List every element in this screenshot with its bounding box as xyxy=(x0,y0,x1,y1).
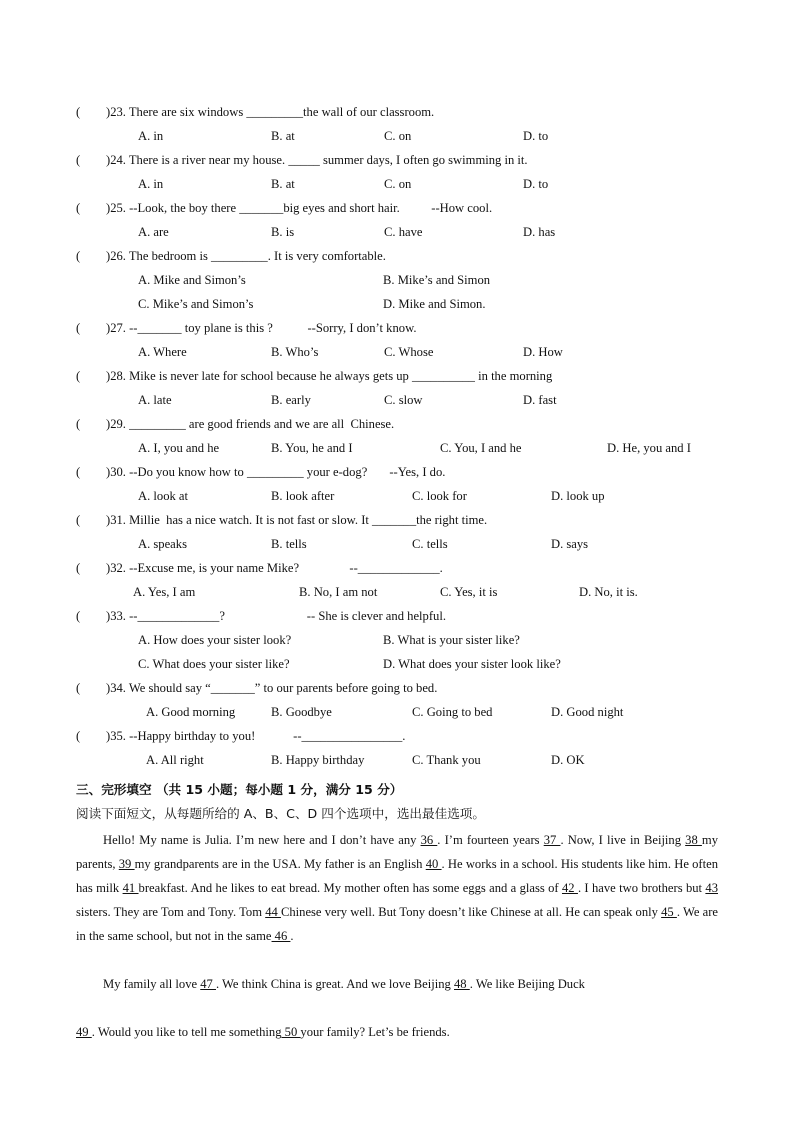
answer-paren: ( xyxy=(76,201,81,215)
passage-text: . We like Beijing Duck xyxy=(469,977,585,991)
answer-option: C. You, I and he xyxy=(440,441,522,455)
answer-option: A. are xyxy=(138,225,169,239)
answer-paren: ( xyxy=(76,417,81,431)
blank-number: 45 xyxy=(661,905,677,919)
question-stem: )35. --Happy birthday to you! --________________. xyxy=(106,729,406,743)
question-stem: )34. We should say “_______” to our parents before going to bed. xyxy=(106,681,438,695)
answer-option: D. fast xyxy=(523,393,557,407)
passage-text: . I have two brothers but xyxy=(577,881,706,895)
question-stem: )24. There is a river near my house. _____ summer days, I often go swimming in it. xyxy=(106,153,528,167)
answer-option: C. on xyxy=(384,129,412,143)
answer-option: D. What does your sister look like? xyxy=(383,657,561,671)
answer-option: B. is xyxy=(271,225,295,239)
answer-option: D. How xyxy=(523,345,563,359)
answer-option: C. on xyxy=(384,177,412,191)
answer-option: B. look after xyxy=(271,489,335,503)
answer-option: D. has xyxy=(523,225,556,239)
passage-text: . Would you like to tell me something xyxy=(91,1025,282,1039)
question-stem: )29. _________ are good friends and we are all Chinese. xyxy=(106,417,395,431)
blank-number: 37 xyxy=(543,833,561,847)
answer-paren: ( xyxy=(76,609,81,623)
answer-paren: ( xyxy=(76,513,81,527)
answer-paren: ( xyxy=(76,321,81,335)
question-stem: )28. Mike is never late for school because he always gets up __________ in the morning xyxy=(106,369,553,383)
question-stem: )32. --Excuse me, is your name Mike? --_____________. xyxy=(106,561,443,575)
passage-text: . xyxy=(290,929,294,943)
question-stem: )23. There are six windows _________the wall of our classroom. xyxy=(106,105,435,119)
blank-number: 41 xyxy=(122,881,139,895)
question-stem: )25. --Look, the boy there _______big eyes and short hair. --How cool. xyxy=(106,201,493,215)
passage-text: breakfast. And he likes to eat bread. My mother often has some eggs and a glass of xyxy=(138,881,562,895)
passage-text: . We think China is great. And we love Beijing xyxy=(215,977,454,991)
answer-option: B. at xyxy=(271,177,295,191)
answer-option: D. OK xyxy=(551,753,585,767)
answer-option: B. You, he and I xyxy=(271,441,353,455)
blank-number: 47 xyxy=(200,977,216,991)
answer-option: C. What does your sister like? xyxy=(138,657,290,671)
answer-option: A. speaks xyxy=(138,537,187,551)
passage-text: . We are in the same school, but not in the same xyxy=(76,905,718,943)
answer-paren: ( xyxy=(76,561,81,575)
passage-paragraph xyxy=(76,972,718,996)
answer-option: A. Good morning xyxy=(146,705,236,719)
passage-text: my grandparents are in the USA. My father is an English xyxy=(134,857,426,871)
answer-option: A. in xyxy=(138,129,164,143)
question-stem: )31. Millie has a nice watch. It is not fast or slow. It _______the right time. xyxy=(106,513,488,527)
answer-option: D. No, it is. xyxy=(579,585,638,599)
answer-option: C. Yes, it is xyxy=(440,585,498,599)
answer-option: A. late xyxy=(138,393,172,407)
answer-option: C. have xyxy=(384,225,423,239)
passage-text: . He works in a school. His students like him. He often has milk xyxy=(76,857,719,895)
blank-number: 42 xyxy=(561,881,578,895)
answer-option: D. to xyxy=(523,129,549,143)
section-title: 三、完形填空 （共 15 小题；每小题 1 分，满分 15 分） xyxy=(76,782,403,797)
answer-paren: ( xyxy=(76,249,81,263)
answer-option: B. Happy birthday xyxy=(271,753,365,767)
answer-option: B. What is your sister like? xyxy=(383,633,520,647)
answer-option: C. Going to bed xyxy=(412,705,493,719)
passage-text: My family all love xyxy=(103,977,201,991)
blank-number: 44 xyxy=(265,905,281,919)
blank-number: 39 xyxy=(118,857,135,871)
question-stem: )33. --_____________? -- She is clever and helpful. xyxy=(106,609,446,623)
answer-option: D. Mike and Simon. xyxy=(383,297,486,311)
answer-option: A. in xyxy=(138,177,164,191)
answer-option: B. No, I am not xyxy=(299,585,378,599)
passage-text: my parents, xyxy=(76,833,718,871)
answer-option: B. Mike’s and Simon xyxy=(383,273,491,287)
blank-number: 36 xyxy=(420,833,438,847)
answer-option: C. Thank you xyxy=(412,753,481,767)
answer-option: B. at xyxy=(271,129,295,143)
answer-paren: ( xyxy=(76,369,81,383)
answer-option: A. All right xyxy=(146,753,204,767)
question-stem: )26. The bedroom is _________. It is very comfortable. xyxy=(106,249,386,263)
answer-paren: ( xyxy=(76,681,81,695)
section-instruction: 阅读下面短文，从每题所给的 A、B、C、D 四个选项中，选出最佳选项。 xyxy=(76,806,485,821)
blank-number: 38 xyxy=(685,833,702,847)
passage-text: Chinese very well. But Tony doesn’t like Chinese at all. He can speak only xyxy=(280,905,662,919)
blank-number: 46 xyxy=(271,929,291,943)
answer-paren: ( xyxy=(76,105,81,119)
answer-option: D. He, you and I xyxy=(607,441,691,455)
answer-option: A. Yes, I am xyxy=(133,585,196,599)
answer-option: A. look at xyxy=(138,489,189,503)
answer-paren: ( xyxy=(76,729,81,743)
answer-option: A. I, you and he xyxy=(138,441,220,455)
answer-paren: ( xyxy=(76,465,81,479)
blank-number: 48 xyxy=(454,977,470,991)
question-stem: )30. --Do you know how to _________ your e-dog? --Yes, I do. xyxy=(106,465,446,479)
blank-number: 40 xyxy=(425,857,442,871)
passage-text: . Now, I live in Beijing xyxy=(560,833,686,847)
answer-option: A. Mike and Simon’s xyxy=(138,273,246,287)
passage-paragraph xyxy=(76,1020,718,1044)
answer-option: B. early xyxy=(271,393,311,407)
blank-number: 49 xyxy=(76,1025,92,1039)
passage-text: Hello! My name is Julia. I’m new here and I don’t have any xyxy=(103,833,421,847)
answer-option: C. look for xyxy=(412,489,467,503)
answer-option: C. Mike’s and Simon’s xyxy=(138,297,254,311)
answer-option: A. Where xyxy=(138,345,187,359)
answer-option: D. Good night xyxy=(551,705,624,719)
question-stem: )27. --_______ toy plane is this ? --Sorry, I don’t know. xyxy=(106,321,417,335)
answer-option: C. slow xyxy=(384,393,423,407)
answer-option: A. How does your sister look? xyxy=(138,633,292,647)
answer-option: D. says xyxy=(551,537,589,551)
blank-number: 50 xyxy=(281,1025,301,1039)
passage-text: your family? Let’s be friends. xyxy=(300,1025,450,1039)
answer-option: D. look up xyxy=(551,489,605,503)
answer-option: C. tells xyxy=(412,537,448,551)
answer-option: B. Goodbye xyxy=(271,705,332,719)
passage-paragraph xyxy=(76,828,718,948)
answer-option: D. to xyxy=(523,177,549,191)
answer-paren: ( xyxy=(76,153,81,167)
answer-option: C. Whose xyxy=(384,345,434,359)
passage-text: sisters. They are Tom and Tony. Tom xyxy=(76,905,266,919)
passage-text: . I’m fourteen years xyxy=(437,833,544,847)
answer-option: B. Who’s xyxy=(271,345,319,359)
answer-option: B. tells xyxy=(271,537,307,551)
blank-number: 43 xyxy=(705,881,718,895)
